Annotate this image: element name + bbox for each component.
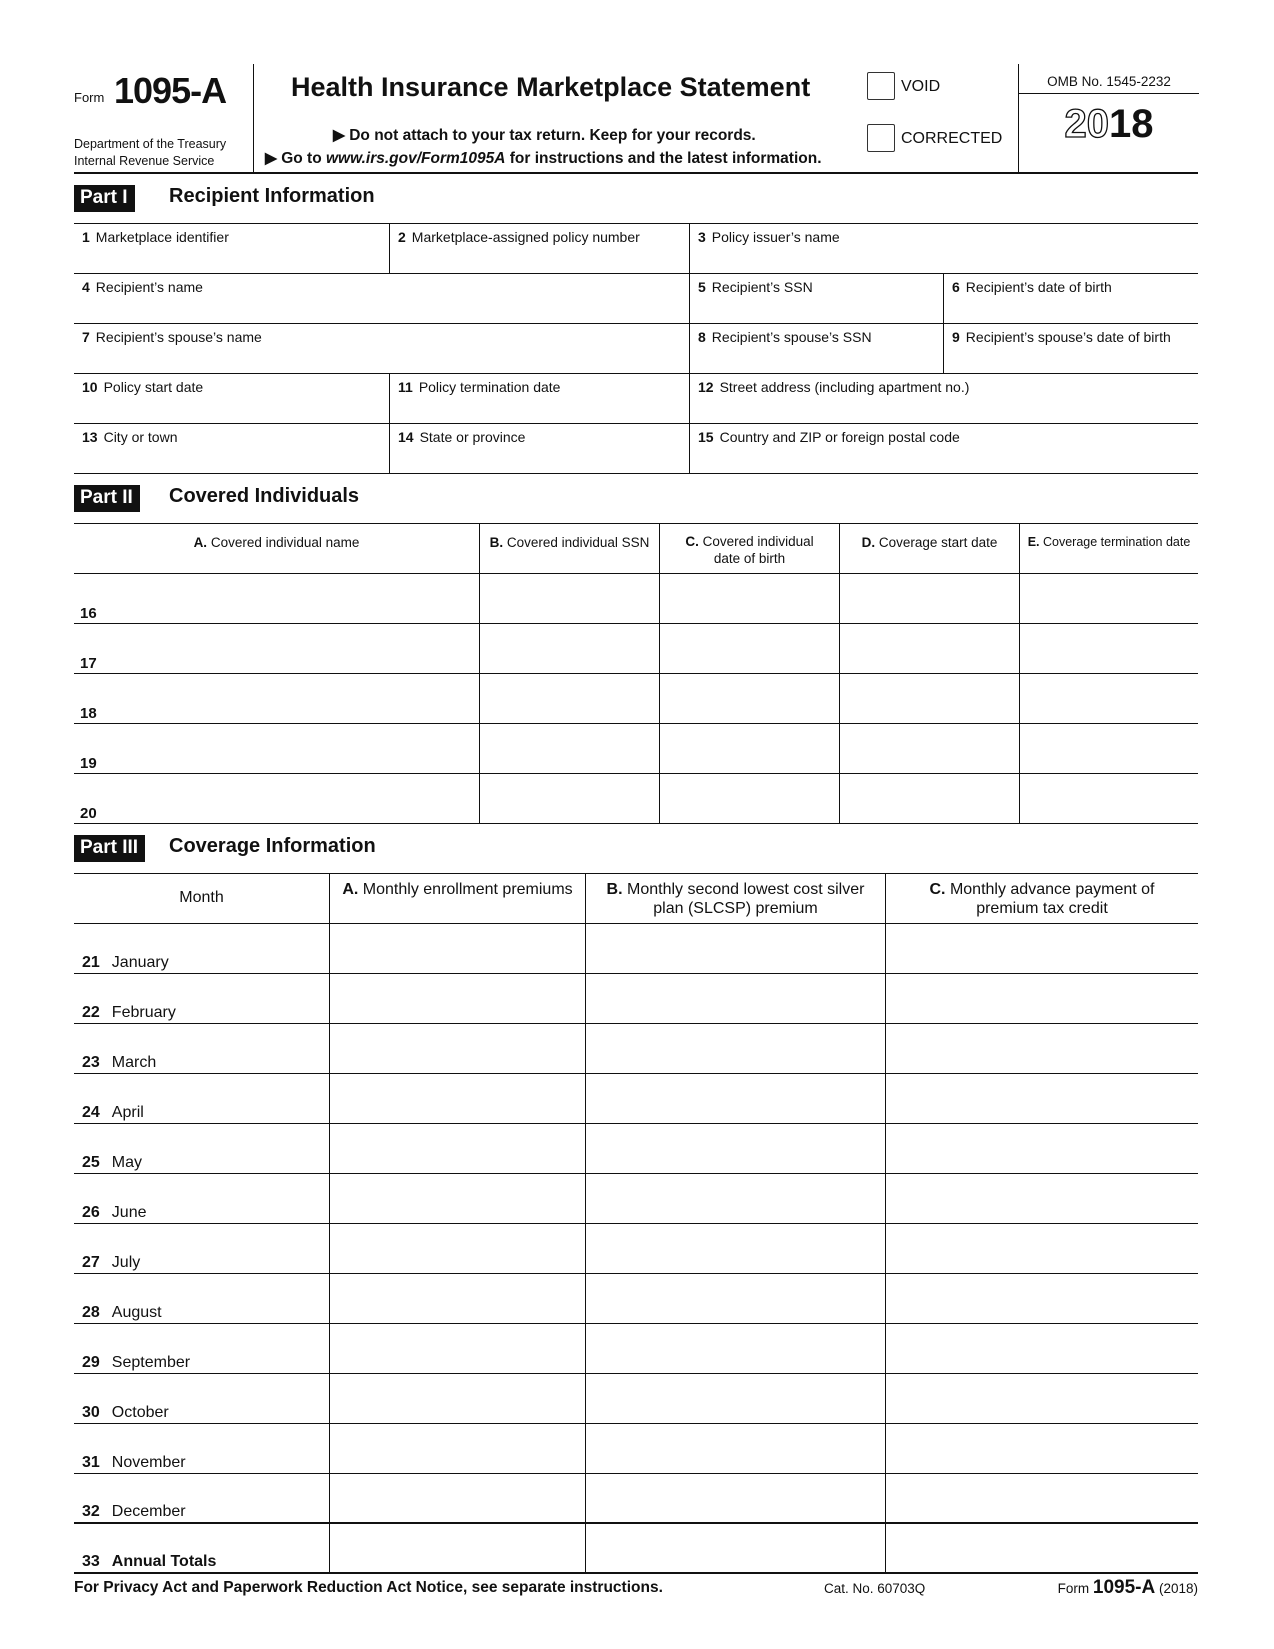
cell-dob[interactable] [660, 574, 840, 623]
field-number: 15 [698, 429, 714, 445]
part3-header [74, 824, 1198, 874]
row-number: 30 [82, 1404, 100, 1421]
month-cell [74, 1374, 330, 1423]
month-row [74, 1474, 1198, 1524]
column-label-line2: premium tax credit [976, 900, 1108, 917]
agency-line: Internal Revenue Service [74, 154, 215, 168]
month-cell [74, 1124, 330, 1173]
cell-aptc[interactable] [886, 974, 1198, 1023]
table-header-row [74, 524, 1198, 574]
field-label: Policy issuer’s name [711, 229, 840, 245]
cell-ssn[interactable] [480, 774, 660, 823]
cell-slcsp-total[interactable] [586, 1524, 886, 1572]
cell-premium[interactable] [330, 1124, 586, 1173]
column-header-month: Month [74, 874, 330, 923]
field-number: 13 [82, 429, 98, 445]
recipient-row [74, 374, 1198, 424]
form-footer [74, 1574, 1198, 1600]
cell-aptc[interactable] [886, 1224, 1198, 1273]
catalog-number: Cat. No. 60703Q [824, 1581, 926, 1596]
field-1-marketplace-identifier[interactable] [74, 224, 390, 273]
month-cell [74, 1074, 330, 1123]
privacy-notice: For Privacy Act and Paperwork Reduction Act Notice, see separate instructions. [74, 1579, 663, 1596]
cell-name[interactable] [74, 624, 480, 673]
cell-ssn[interactable] [480, 574, 660, 623]
month-row [74, 1424, 1198, 1474]
column-letter: E. [1027, 535, 1040, 549]
row-number: 16 [80, 605, 97, 622]
field-4-recipient-name[interactable] [74, 274, 690, 323]
cell-aptc-total[interactable] [886, 1524, 1198, 1572]
month-cell [74, 1024, 330, 1073]
field-3-policy-issuer[interactable] [690, 224, 1198, 273]
month-cell [74, 1274, 330, 1323]
month-cell [74, 1324, 330, 1373]
cell-name[interactable] [74, 674, 480, 723]
cell-ssn[interactable] [480, 674, 660, 723]
month-cell [74, 1224, 330, 1273]
footer-form-id [1058, 1577, 1198, 1599]
cell-dob[interactable] [660, 724, 840, 773]
month-label: September [111, 1354, 191, 1371]
row-number: 19 [80, 755, 97, 772]
month-row [74, 1074, 1198, 1124]
column-header-termination [1020, 524, 1198, 573]
cell-slcsp[interactable] [586, 1424, 886, 1473]
row-number: 25 [82, 1154, 100, 1171]
column-label-line2: date of birth [713, 551, 786, 566]
field-number: 8 [698, 329, 706, 345]
cell-aptc[interactable] [886, 1174, 1198, 1223]
cell-termination[interactable] [1020, 574, 1198, 623]
row-number: 24 [82, 1104, 100, 1121]
cell-slcsp[interactable] [586, 1324, 886, 1373]
cell-premium[interactable] [330, 1024, 586, 1073]
department-line: Department of the Treasury [74, 137, 227, 151]
month-label: October [111, 1404, 169, 1421]
field-5-recipient-ssn[interactable] [690, 274, 944, 323]
part2-title: Covered Individuals [169, 485, 360, 507]
field-13-city[interactable] [74, 424, 390, 473]
field-6-recipient-dob[interactable] [944, 274, 1198, 323]
field-number: 12 [698, 379, 714, 395]
department-block [74, 136, 226, 170]
cell-premium[interactable] [330, 1174, 586, 1223]
row-number: 32 [82, 1503, 100, 1520]
column-header-start [840, 524, 1020, 573]
field-label: Recipient’s spouse’s date of birth [965, 329, 1171, 345]
field-14-state[interactable] [390, 424, 690, 473]
cell-slcsp[interactable] [586, 1074, 886, 1123]
field-11-policy-termination[interactable] [390, 374, 690, 423]
column-letter: B. [489, 535, 504, 550]
field-9-spouse-dob[interactable] [944, 324, 1198, 373]
field-8-spouse-ssn[interactable] [690, 324, 944, 373]
column-label-line2: plan (SLCSP) premium [653, 900, 818, 917]
cell-slcsp[interactable] [586, 924, 886, 973]
table-row [74, 674, 1198, 724]
row-number: 29 [82, 1354, 100, 1371]
field-label: Policy termination date [418, 379, 561, 395]
field-number: 7 [82, 329, 90, 345]
recipient-info-grid [74, 224, 1198, 474]
month-label: January [111, 954, 169, 971]
month-label: February [111, 1004, 176, 1021]
column-label: Monthly second lowest cost silver [627, 881, 865, 898]
month-label: July [111, 1254, 141, 1271]
cell-termination[interactable] [1020, 774, 1198, 823]
field-number: 14 [398, 429, 414, 445]
tax-year-outline: 20 [1064, 102, 1109, 146]
cell-termination[interactable] [1020, 724, 1198, 773]
cell-dob[interactable] [660, 774, 840, 823]
column-label: Monthly enrollment premiums [362, 881, 573, 898]
cell-aptc[interactable] [886, 1074, 1198, 1123]
row-number: 22 [82, 1004, 100, 1021]
annual-totals-row [74, 1524, 1198, 1574]
footer-form-word: Form [1057, 1581, 1090, 1596]
field-number: 10 [82, 379, 98, 395]
column-letter: A. [193, 535, 208, 550]
omb-number: OMB No. 1545-2232 [1019, 64, 1199, 94]
void-label: VOID [901, 78, 941, 95]
cell-name[interactable] [74, 724, 480, 773]
cell-aptc[interactable] [886, 1374, 1198, 1423]
covered-individuals-table [74, 524, 1198, 824]
cell-name[interactable] [74, 574, 480, 623]
field-label: Policy start date [103, 379, 204, 395]
title-block [255, 64, 855, 172]
cell-slcsp[interactable] [586, 1174, 886, 1223]
form-title: Health Insurance Marketplace Statement [291, 72, 811, 102]
website-instruction-pre: ▶ Go to [265, 150, 326, 167]
month-cell [74, 1474, 330, 1522]
recipient-row [74, 274, 1198, 324]
month-row [74, 1174, 1198, 1224]
cell-aptc[interactable] [886, 924, 1198, 973]
month-row [74, 1024, 1198, 1074]
recipient-row [74, 324, 1198, 374]
cell-aptc[interactable] [886, 1124, 1198, 1173]
table-row [74, 624, 1198, 674]
field-label: Country and ZIP or foreign postal code [719, 429, 960, 445]
column-header-name [74, 524, 480, 573]
footer-form-number: 1095-A [1092, 1577, 1156, 1598]
column-letter: D. [861, 535, 876, 550]
part3-tag: Part III [74, 835, 145, 862]
cell-aptc[interactable] [886, 1474, 1198, 1522]
cell-dob[interactable] [660, 674, 840, 723]
field-label: Marketplace identifier [95, 229, 229, 245]
cell-premium[interactable] [330, 1474, 586, 1522]
cell-start[interactable] [840, 624, 1020, 673]
field-number: 6 [952, 279, 960, 295]
row-number: 21 [82, 954, 100, 971]
cell-premium[interactable] [330, 974, 586, 1023]
month-row [74, 1274, 1198, 1324]
column-label: Monthly advance payment of [949, 881, 1155, 898]
row-number: 28 [82, 1304, 100, 1321]
field-label: Recipient’s SSN [711, 279, 813, 295]
part1-title: Recipient Information [169, 185, 375, 207]
row-number: 17 [80, 655, 97, 672]
field-label: Recipient’s spouse’s SSN [711, 329, 872, 345]
cell-ssn[interactable] [480, 624, 660, 673]
website-instruction [265, 149, 822, 168]
cell-start[interactable] [840, 774, 1020, 823]
cell-aptc[interactable] [886, 1424, 1198, 1473]
table-row [74, 574, 1198, 624]
cell-start[interactable] [840, 674, 1020, 723]
recipient-row [74, 424, 1198, 474]
tax-year-solid: 18 [1109, 102, 1154, 146]
month-label: May [111, 1154, 143, 1171]
month-label: June [111, 1204, 147, 1221]
corrected-checkbox[interactable] [867, 124, 895, 152]
cell-ssn[interactable] [480, 724, 660, 773]
cell-aptc[interactable] [886, 1024, 1198, 1073]
corrected-label: CORRECTED [901, 130, 1003, 147]
keep-records-instruction: ▶ Do not attach to your tax return. Keep for your records. [333, 127, 756, 144]
column-label: Covered individual [702, 534, 814, 549]
month-row [74, 1224, 1198, 1274]
cell-premium[interactable] [330, 1074, 586, 1123]
column-header-dob [660, 524, 840, 573]
column-header-premiums [330, 874, 586, 923]
month-label: March [111, 1054, 157, 1071]
column-label: Coverage termination date [1042, 535, 1191, 549]
form-id-block [74, 64, 254, 172]
field-number: 3 [698, 229, 706, 245]
totals-label: Annual Totals [111, 1553, 217, 1570]
field-7-spouse-name[interactable] [74, 324, 690, 373]
cell-start[interactable] [840, 574, 1020, 623]
field-number: 11 [398, 379, 413, 395]
cell-slcsp[interactable] [586, 1374, 886, 1423]
month-row [74, 1324, 1198, 1374]
cell-premium[interactable] [330, 1374, 586, 1423]
column-letter: A. [342, 881, 359, 898]
month-label: November [111, 1454, 186, 1471]
column-header-aptc [886, 874, 1198, 923]
row-number: 27 [82, 1254, 100, 1271]
row-number: 31 [82, 1454, 100, 1471]
part1-tag: Part I [74, 185, 135, 212]
field-number: 2 [398, 229, 406, 245]
cell-slcsp[interactable] [586, 1274, 886, 1323]
column-header-slcsp [586, 874, 886, 923]
field-number: 9 [952, 329, 960, 345]
month-row [74, 924, 1198, 974]
column-label: Covered individual SSN [506, 535, 650, 550]
coverage-info-table [74, 874, 1198, 1574]
cell-premium[interactable] [330, 1424, 586, 1473]
cell-slcsp[interactable] [586, 1124, 886, 1173]
table-row [74, 774, 1198, 824]
cell-slcsp[interactable] [586, 1474, 886, 1522]
form-word: Form [74, 90, 105, 105]
cell-premium[interactable] [330, 1274, 586, 1323]
month-label: April [111, 1104, 144, 1121]
form-header [74, 64, 1198, 174]
column-label: Coverage start date [878, 535, 998, 550]
month-cell [74, 974, 330, 1023]
part2-header [74, 474, 1198, 524]
month-row [74, 1124, 1198, 1174]
cell-aptc[interactable] [886, 1274, 1198, 1323]
website-instruction-post: for instructions and the latest information. [505, 150, 822, 167]
field-label: Street address (including apartment no.) [719, 379, 970, 395]
field-2-policy-number[interactable] [390, 224, 690, 273]
table-header-row [74, 874, 1198, 924]
month-label: December [111, 1503, 186, 1520]
month-cell [74, 924, 330, 973]
cell-slcsp[interactable] [586, 974, 886, 1023]
field-number: 4 [82, 279, 90, 295]
field-15-country-zip[interactable] [690, 424, 1198, 473]
tax-year [1019, 102, 1199, 147]
table-row [74, 724, 1198, 774]
field-label: City or town [103, 429, 178, 445]
month-label: August [111, 1304, 162, 1321]
cell-termination[interactable] [1020, 624, 1198, 673]
cell-premium[interactable] [330, 1224, 586, 1273]
recipient-row [74, 224, 1198, 274]
field-number: 1 [82, 229, 90, 245]
column-letter: B. [606, 881, 623, 898]
omb-year-block [1018, 64, 1198, 172]
month-cell [74, 1424, 330, 1473]
month-cell [74, 1174, 330, 1223]
cell-start[interactable] [840, 724, 1020, 773]
row-number: 23 [82, 1054, 100, 1071]
field-label: Marketplace-assigned policy number [411, 229, 640, 245]
row-number: 26 [82, 1204, 100, 1221]
part3-title: Coverage Information [169, 835, 376, 857]
cell-dob[interactable] [660, 624, 840, 673]
totals-label-cell [74, 1524, 330, 1572]
field-label: Recipient’s date of birth [965, 279, 1112, 295]
column-letter: C. [685, 534, 699, 549]
cell-termination[interactable] [1020, 674, 1198, 723]
cell-aptc[interactable] [886, 1324, 1198, 1373]
cell-premium-total[interactable] [330, 1524, 586, 1572]
field-number: 5 [698, 279, 706, 295]
form-page [74, 64, 1198, 1600]
field-12-street-address[interactable] [690, 374, 1198, 423]
row-number: 20 [80, 805, 97, 822]
column-letter: C. [929, 881, 946, 898]
cell-slcsp[interactable] [586, 1024, 886, 1073]
cell-name[interactable] [74, 774, 480, 823]
irs-link[interactable]: www.irs.gov/Form1095A [326, 150, 506, 167]
field-label: State or province [419, 429, 526, 445]
footer-year: (2018) [1158, 1581, 1198, 1596]
status-checkboxes [867, 64, 1017, 172]
column-header-ssn [480, 524, 660, 573]
form-number: 1095-A [114, 70, 227, 111]
part1-header [74, 174, 1198, 224]
month-row [74, 974, 1198, 1024]
row-number: 33 [82, 1553, 100, 1570]
part2-tag: Part II [74, 485, 140, 512]
field-10-policy-start[interactable] [74, 374, 390, 423]
cell-slcsp[interactable] [586, 1224, 886, 1273]
cell-premium[interactable] [330, 924, 586, 973]
month-row [74, 1374, 1198, 1424]
field-label: Recipient’s spouse’s name [95, 329, 262, 345]
row-number: 18 [80, 705, 97, 722]
field-label: Recipient’s name [95, 279, 203, 295]
column-label: Covered individual name [210, 535, 360, 550]
void-checkbox[interactable] [867, 72, 895, 100]
cell-premium[interactable] [330, 1324, 586, 1373]
